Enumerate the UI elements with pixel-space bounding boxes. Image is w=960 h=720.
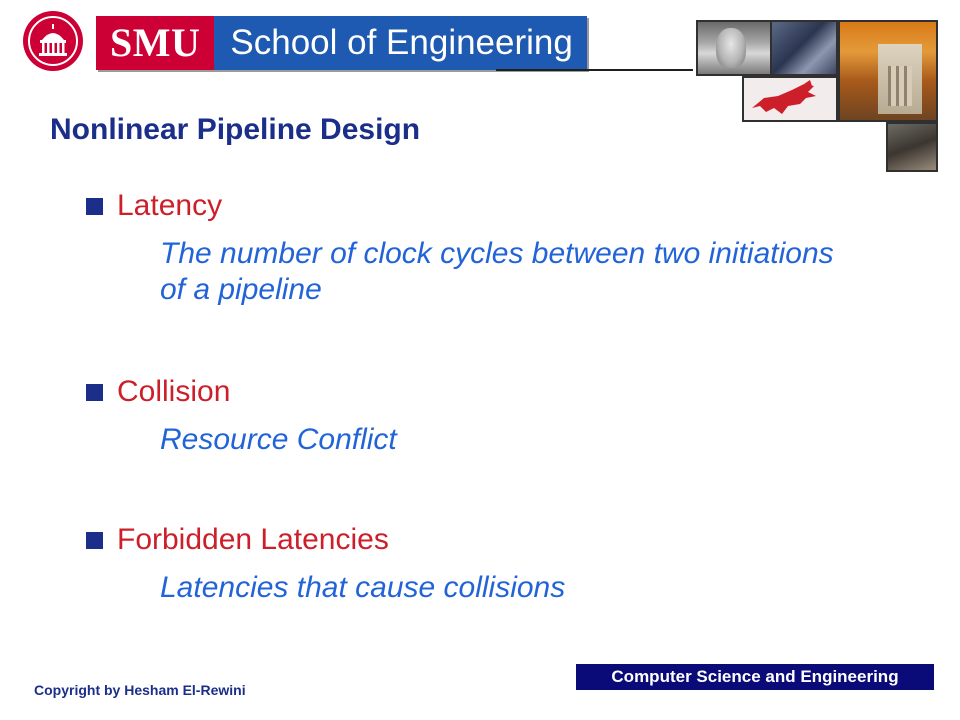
bullet-term: Forbidden Latencies	[117, 523, 389, 556]
slide-title: Nonlinear Pipeline Design	[50, 113, 421, 146]
bullet-term: Collision	[117, 375, 231, 408]
lab-photo	[770, 20, 838, 76]
campus-building-photo	[838, 20, 938, 122]
bullet-latency	[86, 188, 222, 224]
portrait-photo	[696, 20, 772, 76]
bullet-collision	[86, 374, 230, 410]
mustang-mascot-image	[742, 76, 838, 122]
bullet-square-icon	[86, 198, 103, 215]
header-divider	[496, 69, 693, 71]
bullet-term: Latency	[117, 189, 223, 222]
students-photo	[886, 122, 938, 172]
bullet-square-icon	[86, 532, 103, 549]
brand-school-label: School of Engineering	[214, 16, 586, 70]
bullet-description: The number of clock cycles between two initiations of a pipeline	[160, 237, 834, 306]
bullet-forbidden-latencies	[86, 522, 389, 558]
bullet-description: Latencies that cause collisions	[160, 571, 566, 604]
department-banner: Computer Science and Engineering	[576, 664, 934, 690]
bullet-description: Resource Conflict	[160, 423, 397, 456]
bullet-square-icon	[86, 384, 103, 401]
copyright-notice: Copyright by Hesham El-Rewini	[34, 682, 246, 698]
brand-smu-label: SMU	[96, 16, 214, 70]
brand-banner	[96, 16, 587, 70]
smu-seal-logo	[22, 10, 84, 72]
